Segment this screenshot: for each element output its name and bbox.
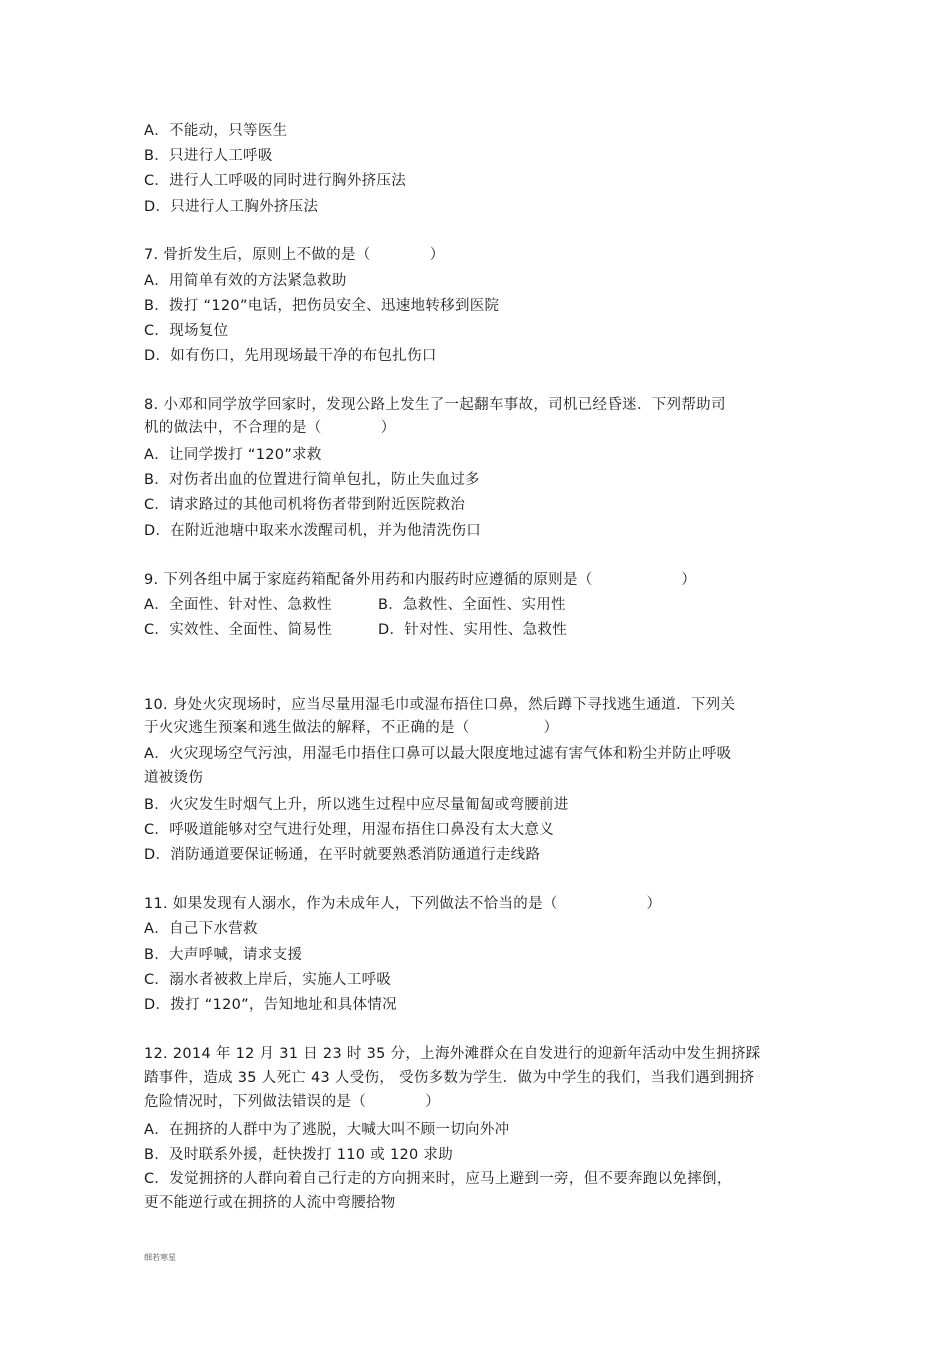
q8-option-b: B．对伤者出血的位置进行简单包扎，防止失血过多 (144, 472, 480, 488)
q12-option-b: B．及时联系外援，赶快拨打 110 或 120 求助 (144, 1147, 454, 1163)
q6-option-a: A．不能动，只等医生 (144, 123, 288, 139)
q7-option-d: D．如有伤口，先用现场最干净的布包扎伤口 (144, 348, 437, 364)
q9-option-d: D．针对性、实用性、急救性 (378, 622, 568, 638)
q9-option-b: B．急救性、全面性、实用性 (378, 597, 566, 613)
q9-option-c: C．实效性、全面性、简易性 (144, 622, 333, 638)
q10-stem-line1: 10. 身处火灾现场时，应当尽量用湿毛巾或湿布捂住口鼻，然后蹲下寻找逃生通道．下列关 (144, 697, 736, 713)
q7-option-c: C．现场复位 (144, 323, 229, 339)
q11-option-b: B．大声呼喊，请求支援 (144, 947, 303, 963)
q7-option-a: A．用简单有效的方法紧急救助 (144, 273, 347, 289)
q8-option-a: A．让同学拨打 “120”求救 (144, 447, 322, 463)
q10-option-d: D．消防通道要保证畅通，在平时就要熟悉消防通道行走线路 (144, 847, 541, 863)
q12-stem-line2: 踏事件，造成 35 人死亡 43 人受伤， 受伤多数为学生．做为中学生的我们，当我们遇到拥挤 (144, 1070, 755, 1086)
q8-stem-line1: 8. 小邓和同学放学回家时，发现公路上发生了一起翻车事故，司机已经昏迷．下列帮助司 (144, 397, 726, 413)
q6-option-c: C．进行人工呼吸的同时进行胸外挤压法 (144, 173, 407, 189)
q10-stem-line2: 于火灾逃生预案和逃生做法的解释，不正确的是（ ） (144, 720, 559, 736)
q12-stem-line1: 12. 2014 年 12 月 31 日 23 时 35 分，上海外滩群众在自发进行的迎新年活动中发生拥挤踩 (144, 1046, 761, 1062)
q12-option-a: A．在拥挤的人群中为了逃脱，大喊大叫不顾一切向外冲 (144, 1122, 510, 1138)
q6-option-d: D．只进行人工胸外挤压法 (144, 199, 319, 215)
q9-stem: 9. 下列各组中属于家庭药箱配备外用药和内服药时应遵循的原则是（ ） (144, 572, 697, 588)
q8-option-d: D．在附近池塘中取来水泼醒司机，并为他清洗伤口 (144, 523, 482, 539)
q10-option-a-line2: 道被烫伤 (144, 770, 204, 786)
q10-option-a-line1: A．火灾现场空气污浊，用湿毛巾捂住口鼻可以最大限度地过滤有害气体和粉尘并防止呼吸 (144, 746, 732, 762)
q6-option-b: B．只进行人工呼吸 (144, 148, 273, 164)
q8-stem-line2: 机的做法中，不合理的是（ ） (144, 420, 396, 436)
q11-option-c: C．溺水者被救上岸后，实施人工呼吸 (144, 972, 392, 988)
q11-option-a: A．自己下水营救 (144, 921, 258, 937)
q9-option-a: A．全面性、针对性、急救性 (144, 597, 332, 613)
q7-option-b: B．拨打 “120”电话，把伤员安全、迅速地转移到医院 (144, 298, 500, 314)
q12-stem-line3: 危险情况时，下列做法错误的是（ ） (144, 1094, 440, 1110)
q12-option-c-line1: C．发觉拥挤的人群向着自己行走的方向拥来时，应马上避到一旁，但不要奔跑以免摔倒， (144, 1171, 732, 1187)
q7-stem: 7. 骨折发生后，原则上不做的是（ ） (144, 247, 445, 263)
q10-option-b: B．火灾发生时烟气上升，所以逃生过程中应尽量匍匐或弯腰前进 (144, 797, 569, 813)
q8-option-c: C．请求路过的其他司机将伤者带到附近医院救治 (144, 497, 466, 513)
q11-option-d: D．拨打 “120”，告知地址和具体情况 (144, 997, 397, 1013)
q12-option-c-line2: 更不能逆行或在拥挤的人流中弯腰拾物 (144, 1195, 396, 1211)
page-footer: 细若寒星 (144, 1253, 176, 1262)
q11-stem: 11. 如果发现有人溺水，作为未成年人，下列做法不恰当的是（ ） (144, 896, 662, 912)
q10-option-c: C．呼吸道能够对空气进行处理，用湿布捂住口鼻没有太大意义 (144, 822, 555, 838)
